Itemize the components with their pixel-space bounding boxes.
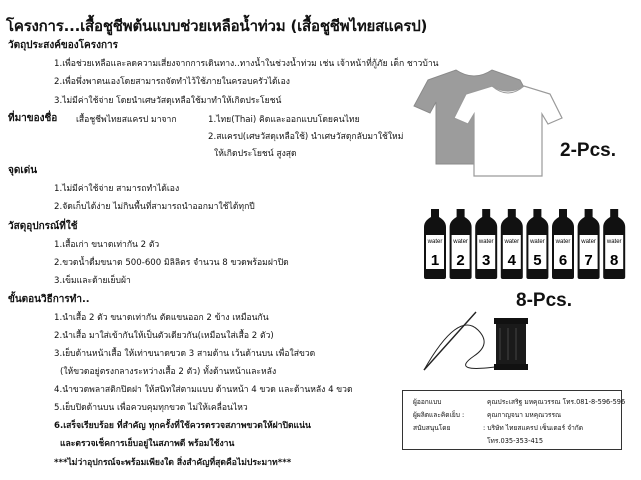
step-item: 3.เย็บด้านหน้าเสื้อ ให้เท่าขนาดขวด 3 สามด้าน เว้นด้านบน เพื่อใส่ขวด bbox=[54, 349, 316, 359]
origin-line: 2.สแครป(เศษวัสดุเหลือใช้) นำเศษวัสดุกลับมาใช้ใหม่ bbox=[208, 132, 404, 142]
bottle-number: 7 bbox=[584, 252, 593, 269]
step-item: 5.เย็บปิดด้านบน เพื่อควบคุมทุกขวด ไม่ให้เคลื่อนไหว bbox=[54, 403, 248, 413]
bottle-label: water bbox=[453, 239, 468, 245]
credit-value: โทร.035-353-415 bbox=[487, 437, 544, 445]
safety-note: ***ไม่ว่าอุปกรณ์จะพร้อมเพียงใด สิ่งสำคัญที่สุดคือไม่ประมาท*** bbox=[54, 458, 292, 468]
bottle-label: water bbox=[581, 239, 596, 245]
material-item: 2.ขวดน้ำดื่มขนาด 500-600 มิลิลิตร จำนวน 8 ขวดพร้อมฝาปิด bbox=[54, 258, 289, 268]
highlight-item: 2.จัดเก็บได้ง่าย ไม่กินพื้นที่สามารถนำออกมาใช้ได้ทุกปี bbox=[54, 202, 255, 212]
steps-heading: ขั้นตอนวิธีการทำ.. bbox=[8, 294, 90, 305]
step-item: และตรวจเช็คการเย็บอยู่ในสภาพดี พร้อมใช้งาน bbox=[60, 439, 235, 449]
water-bottle-icon bbox=[501, 209, 523, 279]
water-bottle-icon bbox=[603, 209, 625, 279]
objective-item: 3.ไม่มีค่าใช้จ่าย โดยนำเศษวัสดุเหลือใช้มาทำให้เกิดประโยชน์ bbox=[54, 96, 282, 106]
objectives-heading: วัตถุประสงค์ของโครงการ bbox=[8, 40, 119, 51]
shirts-illustration bbox=[400, 58, 580, 178]
objective-item: 2.เพื่อพึ่งพาตนเองโดยสามารถจัดทำไว้ใช้ภายในครอบครัวได้เอง bbox=[54, 77, 290, 87]
bottle-label: water bbox=[504, 239, 520, 245]
shirts-count: 2-Pcs. bbox=[560, 140, 616, 161]
bottle-number: 4 bbox=[507, 252, 516, 269]
highlights-heading: จุดเด่น bbox=[8, 165, 38, 176]
objective-item: 1.เพื่อช่วยเหลือและลดความเสี่ยงจากการเดินทาง..ทางน้ำในช่วงน้ำท่วม เช่น เจ้าหน้าที่กู้ภัย เด็ก ชาวบ้าน bbox=[54, 59, 439, 69]
thread-spool-illustration bbox=[418, 304, 548, 382]
step-item: 2.นำเสื้อ มาใส่เข้ากันให้เป็นตัวเดียวกัน(เหมือนใส่เสื้อ 2 ตัว) bbox=[54, 331, 274, 341]
water-bottle-icon bbox=[475, 209, 497, 279]
material-item: 3.เข็มและด้ายเย็บผ้า bbox=[54, 276, 131, 286]
origin-line: ให้เกิดประโยชน์ สูงสุด bbox=[214, 149, 297, 159]
bottle-label: water bbox=[427, 239, 443, 245]
water-bottle-icon bbox=[450, 209, 472, 279]
water-bottle-icon bbox=[578, 209, 600, 279]
credit-label: ผู้ผลิตและคิดเย็บ : bbox=[413, 411, 465, 419]
water-bottle-icon bbox=[552, 209, 574, 279]
bottles-illustration bbox=[424, 209, 630, 281]
credit-value: คุณกาญจนา มหคุณวรรณ bbox=[487, 411, 562, 419]
bottle-label: water bbox=[606, 239, 622, 245]
bottle-number: 1 bbox=[430, 252, 440, 269]
bottle-number: 8 bbox=[610, 252, 619, 269]
step-item: 6.เสร็จเรียบร้อย ที่สำคัญ ทุกครั้งที่ใช้ควรตรวจสภาพขวดให้ฝาปิดแน่น bbox=[54, 421, 311, 431]
credit-value: คุณประเสริฐ มหคุณวรรณ โทร.081-8-596-596 bbox=[487, 398, 626, 406]
thread-icon bbox=[424, 325, 502, 370]
origin-name-line: เสื้อชูชีพไทยสแครป มาจาก bbox=[76, 115, 177, 125]
bottle-number: 5 bbox=[533, 252, 542, 269]
credit-value: : บริษัท ไทยสแครป เซ็นเตอร์ จำกัด bbox=[483, 424, 584, 432]
page-title: โครงการ...เสื้อชูชีพต้นแบบช่วยเหลือน้ำท่วม (เสื้อชูชีพไทยสแครป) bbox=[6, 17, 428, 35]
highlight-item: 1.ไม่มีค่าใช้จ่าย สามารถทำได้เอง bbox=[54, 184, 180, 194]
bottle-label: water bbox=[478, 239, 494, 245]
bottle-label: water bbox=[530, 239, 545, 245]
step-item: 4.นำขวดพลาสติกปิดฝา ให้สนิทใส่ตามแบบ ด้านหน้า 4 ขวด และด้านหลัง 4 ขวด bbox=[54, 385, 353, 395]
credit-label: สนับสนุนโดย bbox=[413, 424, 451, 432]
water-bottle-icon bbox=[526, 209, 548, 279]
step-item: (ให้ขวดอยู่ตรงกลางระหว่างเสื้อ 2 ตัว) ทั้งด้านหน้าและหลัง bbox=[60, 367, 277, 377]
step-item: 1.นำเสื้อ 2 ตัว ขนาดเท่ากัน ตัดแขนออก 2 ข้าง เหมือนกัน bbox=[54, 313, 269, 323]
bottle-label: water bbox=[555, 239, 571, 245]
credits-box bbox=[402, 390, 626, 450]
water-bottle-icon bbox=[424, 209, 446, 279]
bottle-number: 3 bbox=[482, 252, 491, 269]
bottle-number: 6 bbox=[558, 252, 568, 269]
credit-label: ผู้ออกแบบ bbox=[413, 398, 442, 406]
origin-line: 1.ไทย(Thai) คิดและออกแบบโดยคนไทย bbox=[208, 115, 360, 125]
materials-heading: วัสดุอุปกรณ์ที่ใช้ bbox=[8, 221, 78, 232]
material-item: 1.เสื้อเก่า ขนาดเท่ากัน 2 ตัว bbox=[54, 240, 160, 250]
bottle-number: 2 bbox=[456, 252, 465, 269]
origin-heading: ที่มาของชื่อ bbox=[8, 113, 58, 124]
bottles-count: 8-Pcs. bbox=[516, 290, 572, 311]
